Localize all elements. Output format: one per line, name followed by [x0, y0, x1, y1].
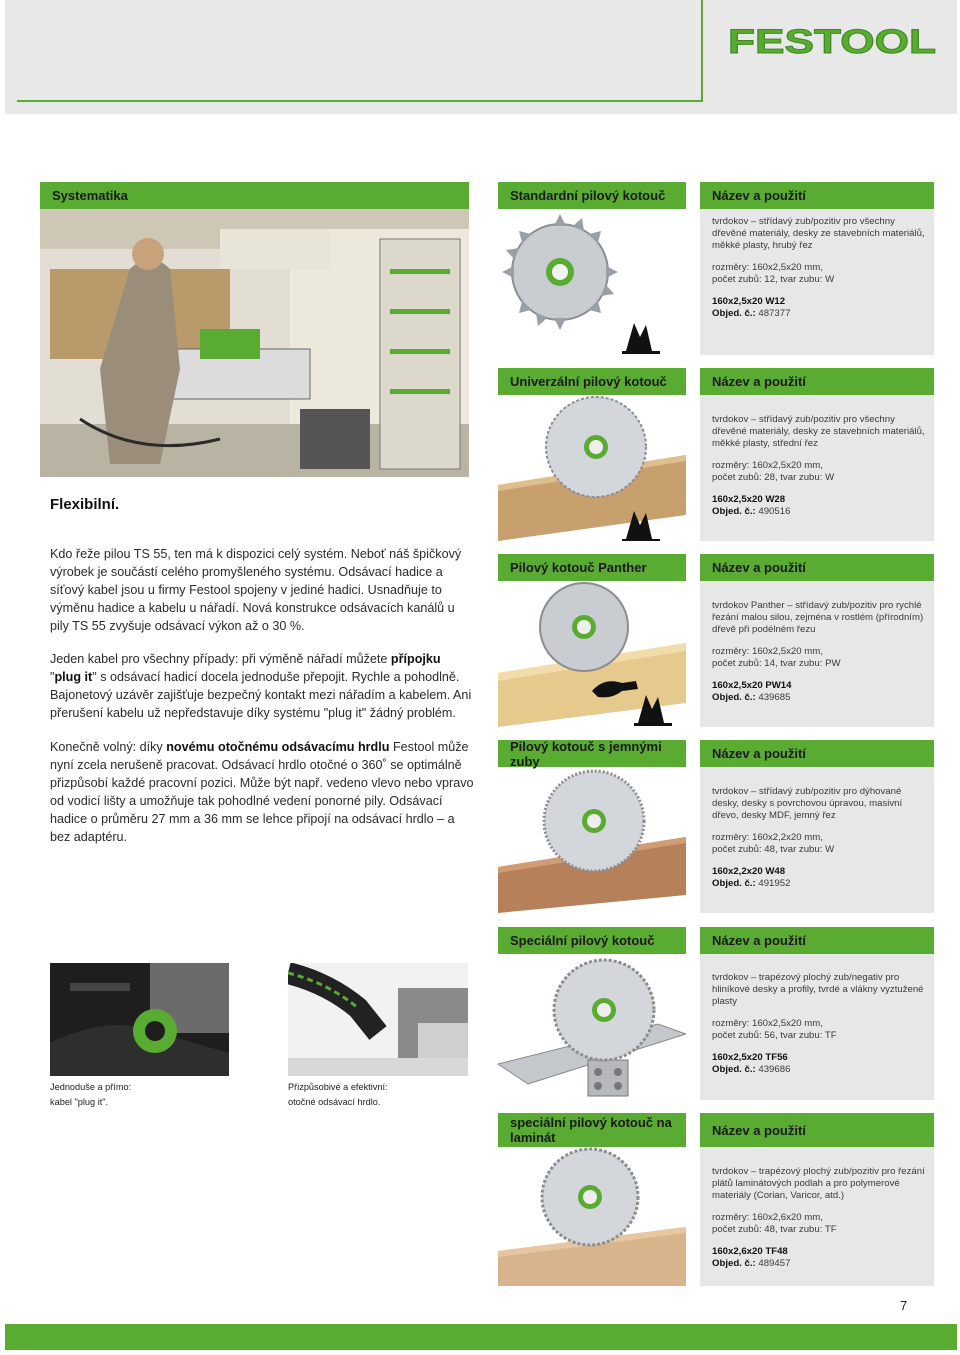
caption-plug-it-line1: Jednoduše a přímo:: [50, 1082, 132, 1092]
plug-it-bold-a: přípojku: [390, 652, 441, 666]
blade-photo-fine: [498, 767, 686, 913]
blade-title-bar: [498, 554, 686, 581]
caption-plug-it-line2: kabel "plug it".: [50, 1097, 109, 1107]
spec-code: 160x2,6x20 TF48: [712, 1246, 788, 1257]
systematika-title: Systematika: [52, 188, 128, 203]
spec-teeth: počet zubů: 56, tvar zubu: TF: [712, 1030, 837, 1041]
order-number: 491952: [758, 878, 791, 889]
usage-title: Název a použití: [712, 1122, 806, 1138]
spec-text: [712, 414, 928, 518]
blade-title-bar: [498, 740, 686, 767]
order-label: Objed. č.:: [712, 1258, 756, 1269]
spec-text: [712, 786, 928, 890]
order-label: Objed. č.:: [712, 692, 756, 703]
spec-text: [712, 1166, 928, 1270]
usage-title-bar: [700, 927, 934, 954]
order-number: 489457: [758, 1258, 791, 1269]
order-number: 487377: [758, 308, 791, 319]
spec-dimensions: rozměry: 160x2,2x20 mm,: [712, 832, 823, 843]
footer-bar: [5, 1324, 957, 1350]
spec-description: tvrdokov – střídavý zub/pozitiv pro všechny dřevěné materiály, desky ze stavebních materiálů, měkké plasty, hrubý řez: [712, 216, 925, 251]
usage-title-bar: [700, 1113, 934, 1147]
spec-teeth: počet zubů: 14, tvar zubu: PW: [712, 658, 841, 669]
order-label: Objed. č.:: [712, 506, 756, 517]
blade-photo-standard: [498, 209, 686, 355]
logo-text: FESTOOL: [728, 26, 936, 58]
usage-title: Název a použití: [712, 933, 806, 948]
plug-it-bold-b: plug it: [54, 670, 93, 684]
spec-teeth: počet zubů: 12, tvar zubu: W: [712, 274, 835, 285]
order-number: 439685: [758, 692, 791, 703]
spec-code: 160x2,5x20 W28: [712, 494, 786, 505]
spec-description: tvrdokov – střídavý zub/pozitiv pro všechny dřevěné materiály, desky ze stavebních materiálů, měkké plasty, střední řez: [712, 414, 925, 449]
blade-photo-universal: [498, 395, 686, 541]
spec-teeth: počet zubů: 48, tvar zubu: W: [712, 844, 835, 855]
usage-title: Název a použití: [712, 188, 806, 203]
blade-title: Univerzální pilový kotouč: [510, 374, 667, 389]
spec-dimensions: rozměry: 160x2,6x20 mm,: [712, 1212, 823, 1223]
plug-it-quote: ": [50, 670, 55, 684]
order-number: 490516: [758, 506, 791, 517]
page-number: 7: [900, 1298, 908, 1313]
blade-title: Speciální pilový kotouč: [510, 933, 655, 948]
flexible-label: Flexibilní.: [50, 496, 120, 513]
blade-title: Standardní pilový kotouč: [510, 188, 666, 203]
workshop-photo: [40, 209, 469, 477]
festool-logo: [726, 26, 938, 58]
order-label: Objed. č.:: [712, 878, 756, 889]
swivel-text-b: Festool může nyní zcela nerušeně pracovat. Odsávací hrdlo otočné o 360˚ se optimálně přizpůsobí každé pracovní pozici. Může být např. vedeno vlevo nebo vpravo od vodicí lišty a umožňuje tak pohodlné vedení ponorné pily. Odsávací hadice o průměru 27 mm a 36 mm se lehce připojí na odsávací hrdlo – a bez adaptéru.: [50, 740, 474, 844]
spec-code: 160x2,5x20 PW14: [712, 680, 792, 691]
spec-teeth: počet zubů: 48, tvar zubu: TF: [712, 1224, 837, 1235]
usage-title: Název a použití: [712, 746, 806, 761]
spec-dimensions: rozměry: 160x2,5x20 mm,: [712, 460, 823, 471]
systematika-bar: [40, 182, 469, 209]
blade-photo-special: [498, 954, 686, 1100]
order-label: Objed. č.:: [712, 1064, 756, 1075]
swivel-paragraph: [50, 738, 474, 846]
plug-it-paragraph: [50, 650, 474, 722]
spec-description: tvrdokov – trapézový plochý zub/negativ pro hliníkové desky a profily, tvrdé a vlákny vyztužené plasty: [712, 972, 924, 1007]
order-number: 439686: [758, 1064, 791, 1075]
spec-description: tvrdokov – střídavý zub/pozitiv pro dýhované desky, desky s povrchovou úpravou, masivní dřevo, desky MDF, jemný řez: [712, 786, 903, 821]
swivel-bold: novému otočnému odsávacímu hrdlu: [166, 740, 390, 754]
blade-title: Pilový kotouč Panther: [510, 560, 647, 575]
caption-plug-it: [50, 1080, 230, 1110]
blade-title: Pilový kotouč s jemnými zuby: [510, 738, 662, 769]
usage-title-bar: [700, 368, 934, 395]
blade-title-bar: [498, 1113, 686, 1147]
spec-text: [712, 972, 928, 1076]
intro-paragraph: Kdo řeže pilou TS 55, ten má k dispozici celý systém. Neboť náš špičkový výrobek je součástí celého promyšleného systému. Odsávací hadice a síťový kabel jsou u firmy Festool spojeny v jediné hadici. Usnadňuje to výměnu hadice a kabelu u nářadí. Nová konstrukce odsávacích kanálů u pily TS 55 zvyšuje odsávací výkon až o 30 %.: [50, 547, 462, 633]
spec-text: [712, 216, 928, 320]
blade-title: speciální pilový kotouč na laminát: [510, 1115, 672, 1145]
spec-description: tvrdokov – trapézový plochý zub/pozitiv pro řezání plátů laminátových podlah a pro polymerové materiály (Corian, Varicor, atd.): [712, 1166, 925, 1201]
spec-dimensions: rozměry: 160x2,5x20 mm,: [712, 1018, 823, 1029]
spec-dimensions: rozměry: 160x2,5x20 mm,: [712, 262, 823, 273]
spec-code: 160x2,5x20 TF56: [712, 1052, 788, 1063]
blade-photo-panther: [498, 581, 686, 727]
blade-title-bar: [498, 182, 686, 209]
header-frame: [17, 0, 703, 102]
spec-code: 160x2,5x20 W12: [712, 296, 786, 307]
usage-title-bar: [700, 182, 934, 209]
spec-text: [712, 600, 928, 704]
spec-description: tvrdokov Panther – střídavý zub/pozitiv pro rychlé řezání malou silou, zejména v rostlém (přírodním) dřevě při podélném řezu: [712, 600, 924, 635]
blade-title-bar: [498, 927, 686, 954]
plug-it-text-a: Jeden kabel pro všechny případy: při výměně nářadí můžete: [50, 652, 391, 666]
caption-swivel-line2: otočné odsávací hrdlo.: [288, 1097, 381, 1107]
blade-photo-laminate: [498, 1147, 686, 1286]
caption-swivel-line1: Přizpůsobivé a efektivní:: [288, 1082, 388, 1092]
spec-dimensions: rozměry: 160x2,5x20 mm,: [712, 646, 823, 657]
order-label: Objed. č.:: [712, 308, 756, 319]
blade-title-bar: [498, 368, 686, 395]
caption-swivel: [288, 1080, 468, 1110]
spec-code: 160x2,2x20 W48: [712, 866, 786, 877]
swivel-text-a: Konečně volný: díky: [50, 740, 167, 754]
plug-it-text-b: " s odsávací hadicí docela jednoduše přepojit. Rychle a pohodlně. Bajonetový uzávěr zajišťuje bezpečný kontakt mezi nářadím a kabelem. Ani přerušení kabelu už nepředstavuje díky systému "plug it" žádný problém.: [50, 670, 472, 720]
plug-it-photo: [50, 963, 229, 1076]
usage-title: Název a použití: [712, 374, 806, 389]
usage-title-bar: [700, 554, 934, 581]
usage-title: Název a použití: [712, 560, 806, 575]
usage-title-bar: [700, 740, 934, 767]
spec-teeth: počet zubů: 28, tvar zubu: W: [712, 472, 835, 483]
swivel-outlet-photo: [288, 963, 468, 1076]
